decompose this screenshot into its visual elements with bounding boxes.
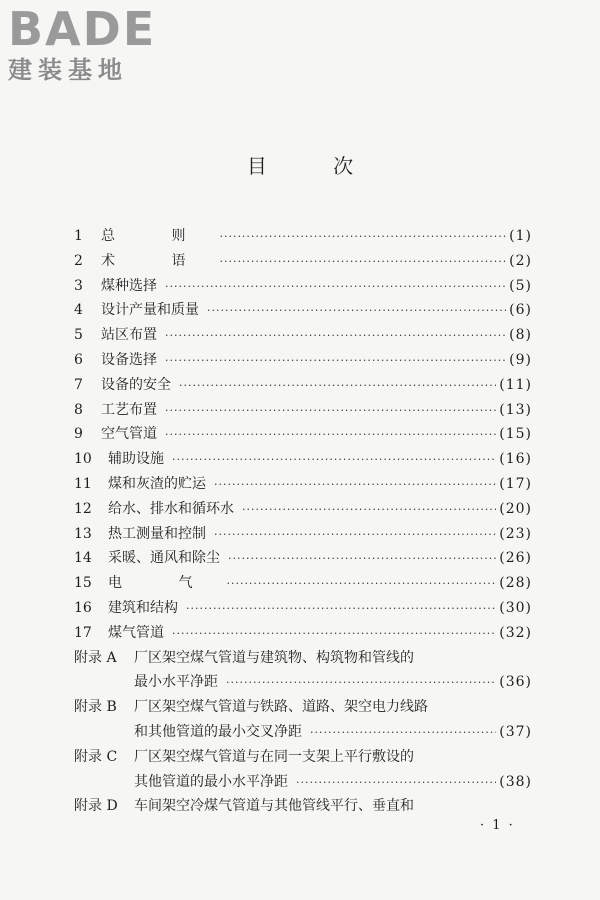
toc-number: 4	[74, 302, 83, 319]
toc-page: (11)	[499, 376, 532, 393]
toc-entry-8[interactable]	[74, 399, 532, 424]
toc-label: 设备的安全	[101, 376, 171, 393]
toc-label: 煤气管道	[108, 624, 164, 641]
toc-number: 16	[74, 599, 92, 616]
toc-page: (32)	[499, 624, 532, 641]
appendix-label: 厂区架空煤气管道与建筑物、构筑物和管线的	[134, 649, 414, 666]
appendix-c[interactable]	[74, 746, 532, 796]
toc-page: (23)	[499, 525, 532, 542]
appendix-label: 厂区架空煤气管道与在同一支架上平行敷设的	[134, 748, 414, 765]
toc-leader	[172, 453, 496, 466]
toc-number: 7	[74, 376, 83, 393]
toc-label: 工艺布置	[101, 401, 157, 418]
appendix-b[interactable]	[74, 696, 532, 746]
toc-entry-9[interactable]	[74, 423, 532, 448]
table-of-contents	[74, 225, 532, 820]
appendix-number: 附录 C	[74, 748, 118, 765]
toc-leader	[242, 503, 496, 516]
toc-label: 设计产量和质量	[101, 302, 199, 319]
toc-leader	[207, 304, 506, 317]
appendix-label-cont: 其他管道的最小水平净距	[134, 773, 288, 790]
logo-subtitle: 建装基地	[8, 56, 128, 84]
toc-leader	[165, 280, 506, 293]
toc-leader	[228, 552, 496, 565]
toc-leader	[165, 354, 506, 367]
toc-leader	[214, 528, 496, 541]
appendix-number: 附录 B	[74, 699, 117, 716]
toc-leader	[165, 329, 506, 342]
toc-entry-11[interactable]	[74, 473, 532, 498]
appendix-label-cont: 和其他管道的最小交叉净距	[134, 723, 302, 740]
toc-leader	[219, 255, 506, 268]
toc-page: (28)	[499, 575, 532, 592]
toc-page: (30)	[499, 599, 532, 616]
toc-label: 建筑和结构	[108, 599, 178, 616]
toc-entry-5[interactable]	[74, 324, 532, 349]
toc-leader	[226, 676, 496, 689]
toc-leader	[179, 379, 496, 392]
toc-page: (2)	[509, 252, 532, 269]
toc-number: 1	[74, 228, 83, 244]
toc-leader	[165, 404, 496, 417]
appendix-number: 附录 D	[74, 798, 118, 815]
toc-number: 2	[74, 252, 83, 269]
toc-entry-4[interactable]	[74, 299, 532, 324]
toc-leader	[172, 627, 496, 640]
appendix-d[interactable]	[74, 795, 532, 820]
appendix-a[interactable]	[74, 647, 532, 697]
toc-entry-14[interactable]	[74, 547, 532, 572]
toc-page: (8)	[509, 327, 532, 344]
toc-page: (1)	[509, 228, 532, 244]
toc-label: 煤种选择	[101, 277, 157, 294]
toc-label: 总 则	[101, 228, 212, 244]
toc-page: (5)	[509, 277, 532, 294]
toc-leader	[219, 230, 506, 243]
toc-label: 采暖、通风和除尘	[108, 550, 220, 567]
toc-number: 3	[74, 277, 83, 294]
page-number: · 1 ·	[480, 818, 515, 833]
toc-number: 12	[74, 500, 92, 517]
toc-entry-17[interactable]	[74, 622, 532, 647]
toc-entry-12[interactable]	[74, 498, 532, 523]
toc-entry-1[interactable]	[74, 225, 532, 250]
toc-page: (15)	[499, 426, 532, 443]
toc-leader	[214, 478, 496, 491]
toc-label: 给水、排水和循环水	[108, 500, 234, 517]
toc-entry-3[interactable]	[74, 275, 532, 300]
toc-label: 站区布置	[101, 327, 157, 344]
toc-label: 设备选择	[101, 351, 157, 368]
toc-page: (20)	[499, 500, 532, 517]
toc-number: 11	[74, 475, 92, 492]
toc-number: 8	[74, 401, 83, 418]
toc-entry-13[interactable]	[74, 523, 532, 548]
toc-page: (17)	[499, 475, 532, 492]
toc-page: (37)	[499, 723, 532, 740]
logo-brand: BADE	[8, 2, 157, 56]
toc-page: (6)	[509, 302, 532, 319]
toc-label: 热工测量和控制	[108, 525, 206, 542]
toc-leader	[226, 577, 496, 590]
appendix-number: 附录 A	[74, 649, 117, 666]
toc-number: 14	[74, 550, 92, 567]
toc-page: (16)	[499, 451, 532, 468]
toc-leader	[310, 726, 496, 739]
appendix-label-cont: 最小水平净距	[134, 674, 218, 691]
toc-entry-2[interactable]	[74, 250, 532, 275]
toc-label: 煤和灰渣的贮运	[108, 475, 206, 492]
toc-entry-10[interactable]	[74, 448, 532, 473]
toc-entry-7[interactable]	[74, 374, 532, 399]
toc-number: 17	[74, 624, 92, 641]
toc-leader	[165, 428, 496, 441]
toc-number: 13	[74, 525, 92, 542]
appendix-label: 厂区架空煤气管道与铁路、道路、架空电力线路	[134, 699, 428, 716]
toc-label: 术 语	[101, 252, 212, 269]
appendix-label: 车间架空冷煤气管道与其他管线平行、垂直和	[134, 798, 414, 815]
toc-number: 5	[74, 327, 83, 344]
toc-leader	[296, 776, 496, 789]
toc-label: 电 气	[108, 575, 219, 592]
toc-number: 6	[74, 351, 83, 368]
toc-leader	[186, 602, 496, 615]
logo	[8, 2, 178, 84]
toc-number: 9	[74, 426, 83, 443]
toc-page: (36)	[499, 674, 532, 691]
toc-number: 15	[74, 575, 92, 592]
toc-page: (9)	[509, 351, 532, 368]
toc-label: 辅助设施	[108, 451, 164, 468]
toc-page: (13)	[499, 401, 532, 418]
toc-page: (26)	[499, 550, 532, 567]
toc-entry-15[interactable]	[74, 572, 532, 597]
toc-page: (38)	[499, 773, 532, 790]
toc-number: 10	[74, 451, 92, 468]
toc-label: 空气管道	[101, 426, 157, 443]
page-title: 目 次	[246, 154, 384, 178]
toc-entry-16[interactable]	[74, 597, 532, 622]
toc-entry-6[interactable]	[74, 349, 532, 374]
